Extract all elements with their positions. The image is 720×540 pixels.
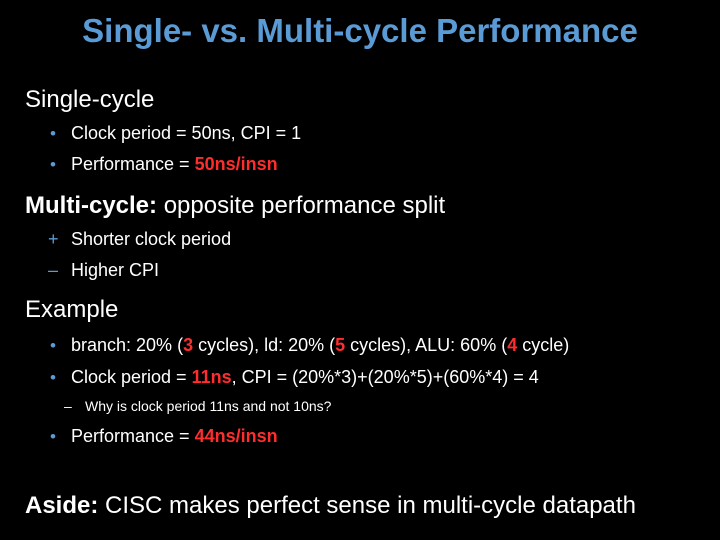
single-performance-label: Performance = xyxy=(71,154,195,174)
multi-cycle-heading xyxy=(25,192,445,220)
sub-bullet-icon: – xyxy=(64,398,72,414)
example-mix-text xyxy=(71,335,569,356)
example-mix-part: cycles), ALU: 60% ( xyxy=(345,335,508,355)
multi-cycle-label: Multi-cycle: xyxy=(25,192,158,219)
single-performance-text xyxy=(71,154,278,175)
example-mix-part: cycle) xyxy=(517,335,570,355)
example-clock-value: 11ns xyxy=(191,367,232,387)
example-clock-text xyxy=(71,367,539,388)
multi-con-text: Higher CPI xyxy=(71,260,160,280)
slide-title: Single- vs. Multi-cycle Performance xyxy=(82,12,638,49)
bullet-icon: • xyxy=(50,368,56,387)
bullet-icon: • xyxy=(50,155,56,174)
example-performance-text xyxy=(71,426,278,447)
load-cycles-value: 5 xyxy=(335,335,346,355)
aside-label: Aside: xyxy=(25,492,99,519)
single-performance-value: 50ns/insn xyxy=(194,154,278,174)
single-clock-text: Clock period = 50ns, CPI = 1 xyxy=(71,123,302,143)
multi-cycle-description: opposite performance split xyxy=(157,192,446,219)
bullet-icon: • xyxy=(50,427,56,446)
example-performance-label: Performance = xyxy=(71,426,195,446)
plus-icon: + xyxy=(48,229,59,249)
example-mix-part: branch: 20% ( xyxy=(71,335,184,355)
bullet-icon: • xyxy=(50,336,56,355)
multi-pro-text: Shorter clock period xyxy=(71,229,232,249)
example-clock-label: Clock period = xyxy=(71,367,192,387)
alu-cycles-value: 4 xyxy=(507,335,518,355)
aside-text xyxy=(25,492,636,520)
branch-cycles-value: 3 xyxy=(183,335,194,355)
example-mix-part: cycles), ld: 20% ( xyxy=(193,335,336,355)
example-performance-value: 44ns/insn xyxy=(194,426,278,446)
example-question-text: Why is clock period 11ns and not 10ns? xyxy=(85,398,332,414)
example-cpi-text: , CPI = (20%*3)+(20%*5)+(60%*4) = 4 xyxy=(231,367,539,387)
example-heading: Example xyxy=(25,296,119,323)
minus-icon: – xyxy=(48,260,59,280)
single-cycle-heading: Single-cycle xyxy=(25,86,155,113)
aside-body: CISC makes perfect sense in multi-cycle datapath xyxy=(98,492,636,519)
bullet-icon: • xyxy=(50,124,56,143)
